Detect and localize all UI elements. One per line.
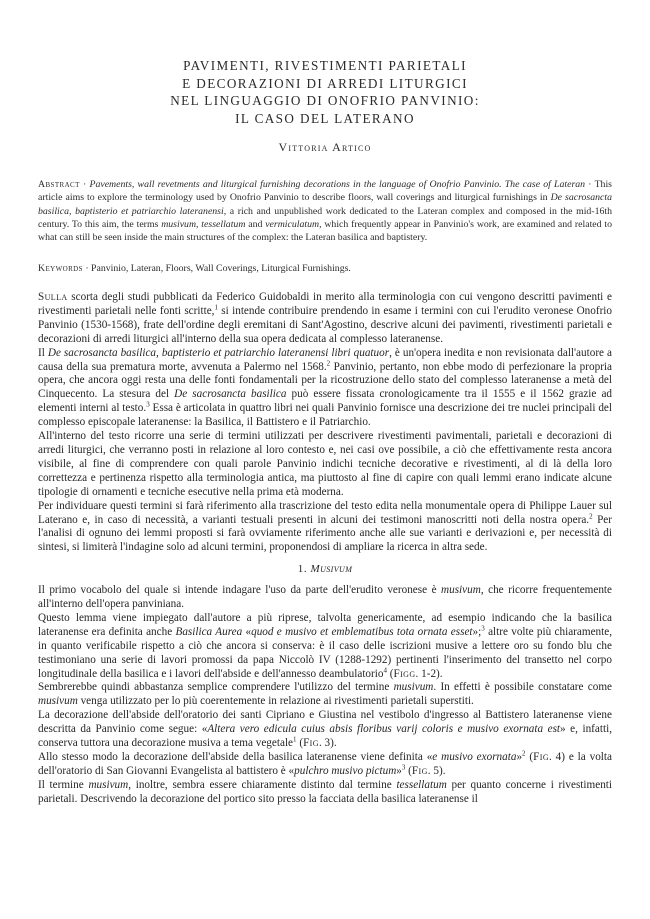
footnote-ref: 3 (401, 763, 406, 772)
paragraph: Sembrerebbe quindi abbastanza semplice comprendere l'utilizzo del termine musivum. In effetti è possibile constatare come musivum venga utilizzato per lo più coerentemente in relazione ai rivestimenti parietali superstiti. (38, 681, 612, 708)
paragraph: Sulla scorta degli studi pubblicati da Federico Guidobaldi in merito alla terminologia con cui vengono descritti pavimenti e rivestimenti parietali nelle fonti scritte,$^1$ si intende contribuire prendendo in esame i termini con cui l'erudito veronese Onofrio Panvinio (1530-1568), frate dell'ordine degli eremitani di Sant'Agostino, descrive alcuni dei pavimenti, rivestimenti parietali e decorazioni di arredi liturgici all'interno della sua opera dedicata al complesso lateranense. (38, 291, 613, 345)
title-line: E DECORAZIONI DI ARREDI LITURGICI (182, 75, 468, 91)
paragraph: Il primo vocabolo del quale si intende indagare l'uso da parte dell'erudito veronese è musivum, che ricorre frequentemente all'interno dell'opera panviniana. (38, 584, 612, 611)
keywords (38, 262, 612, 275)
footnote-ref: 1 (293, 735, 297, 744)
footnote-ref: 3 (146, 400, 150, 409)
title-line: NEL LINGUAGGIO DI ONOFRIO PANVINIO: (170, 93, 480, 109)
paragraph: All'interno del testo ricorre una serie di termini utilizzati per descrivere rivestimenti pavimentali, parietali e decorazioni di arredi liturgici, che verranno posti in relazione al loro contesto e, nei casi ove possibile, a ciò che effettivamente resta ancora visibile, al fine di comprendere con quali parole Panvinio indichi tecniche decorative e rivestimenti, al di là della loro correttezza e pertinenza rispetto alla terminologia antica, ma piuttosto al fine di capire con quali lemmi erano indicate alcune tipologie di ornamenti e tecniche esecutive nella prima età moderna. (38, 430, 612, 498)
figure-ref: Figg (393, 667, 416, 680)
footnote-ref: 2 (589, 511, 593, 520)
keywords-text: · Panvinio, Lateran, Floors, Wall Coverings, Liturgical Furnishings. (82, 263, 351, 274)
article-title (60, 57, 590, 127)
footnote-ref: 2 (522, 749, 526, 758)
abstract-label: Abstract (38, 179, 80, 190)
paragraph: Il De sacrosancta basilica, baptisterio et patriarchio lateranensi libri quatuor, è un'opera inedita e non revisionata dall'autore a causa della sua prematura morte, avvenuta a Palermo nel 1568.$^2$ Panvinio, pertanto, non ebbe modo di perfezionare la propria opera, che ancora oggi resta una delle fonti fondamentali per la ricostruzione dello stato del complesso lateranense a metà del Cinquecento. La stesura del De sacrosancta basilica può essere fissata cronologicamente tra il 1555 e il 1562 grazie ad elementi interni al testo.$^3$ Essa è articolata in quattro libri nei quali Panvinio fornisce una descrizione dei tre nuclei principali del complesso episcopale lateranense: la Basilica, il Battistero e il Patriarchio. (38, 346, 613, 429)
paragraph: Per individuare questi termini si farà riferimento alla trascrizione del testo edita nella monumentale opera di Philippe Lauer sul Laterano e, in caso di necessità, a varianti testuali presenti in alcuni dei testimoni manoscritti noti della nostra opera.$^2$ Per l'analisi di ognuno dei lemmi proposti si farà ovviamente riferimento anche alle sue varianti e derivazioni e, per necessità di sintesi, si limiterà l'indagine solo ad alcuni termini, proponendosi di ampliare la ricerca in altra sede. (38, 499, 612, 554)
footnote-ref: 1 (214, 303, 218, 312)
footnote-ref: 2 (326, 358, 331, 367)
title-line: IL CASO DEL LATERANO (235, 110, 415, 126)
figure-ref: Fig (533, 751, 550, 763)
opening-word: Sulla (38, 291, 68, 303)
abstract-english-title: Pavements, wall revetments and liturgical furnishing decorations in the language of Onofrio Panvinio. The case of Lateran (89, 179, 586, 190)
footnote-ref: 3 (481, 624, 485, 633)
section-title: Musivum (310, 563, 353, 576)
title-line: PAVIMENTI, RIVESTIMENTI PARIETALI (183, 58, 467, 73)
figure-ref: Fig (411, 764, 428, 777)
footnote-ref: 4 (383, 665, 387, 674)
section-number: 1. (297, 563, 311, 576)
paragraph: Il termine musivum, inoltre, sembra essere chiaramente distinto dal termine tessellatum per quanto concerne i rivestimenti parietali. Descrivendo la decorazione del portico sito presso la facciata della basilica lateranense il (38, 778, 613, 805)
abstract: Abstract · Pavements, wall revetments and liturgical furnishing decorations in the language of Onofrio Panvinio. The case of Lateran · This article aims to explore the terminology used by Onofrio Panvinio to describe floors, wall coverings and liturgical furnishings in De sacrosancta basilica, baptisterio et patriarchio lateranensi, a rich and unpublished work dedicated to the Lateran complex and composed in the mid-16th century. To this aim, the terms musivum, tessellatum and vermiculatum, which frequently appear in Panvinio's work, are examined and related to what can still be seen inside the main structures of the complex: the Lateran basilica and baptistery. (38, 179, 613, 244)
figure-ref: Fig (303, 737, 319, 750)
paragraph: Allo stesso modo la decorazione dell'abside della basilica lateranense viene definita «e musivo exornata»$^2$ (Fig. 4) e la volta dell'oratorio di San Giovanni Evangelista al battistero è «pulchro musivo pictum»$^3$ (Fig. 5). (38, 749, 612, 777)
paragraph: Questo lemma viene impiegato dall'autore a più riprese, talvolta genericamente, ad esempio indicando che la basilica lateranense era definita anche Basilica Aurea «quod e musivo et emblematibus tota ornata esset»;$^3$ altre volte più chiaramente, in quanto verificabile rispetto a ciò che ancora si conserva: è il caso delle iscrizioni musive a lettere oro su fondo blu che testimoniano una serie di lavori promossi da papa Niccolò IV (1288-1292) pertinenti l'inserimento del transetto nel corpo longitudinale della basilica e i lavori dell'abside e dell'annesso deambulatorio$^4$ (Figg. 1-2). (38, 611, 612, 680)
author-name: Vittoria Artico (278, 140, 372, 154)
section-heading (38, 563, 612, 577)
article-body (38, 291, 612, 807)
paragraph: La decorazione dell'abside dell'oratorio dei santi Cipriano e Giustina nel vestibolo d'ingresso al Battistero lateranense viene descritta da Panvinio come segue: «Altera vero edicula cuius absis floribus varij coloris e musivo exornata est» e, infatti, conserva tuttora una decorazione musiva a tema vegetale$^1$ (Fig. 3). (38, 709, 612, 750)
keywords-label: Keywords (38, 263, 83, 274)
